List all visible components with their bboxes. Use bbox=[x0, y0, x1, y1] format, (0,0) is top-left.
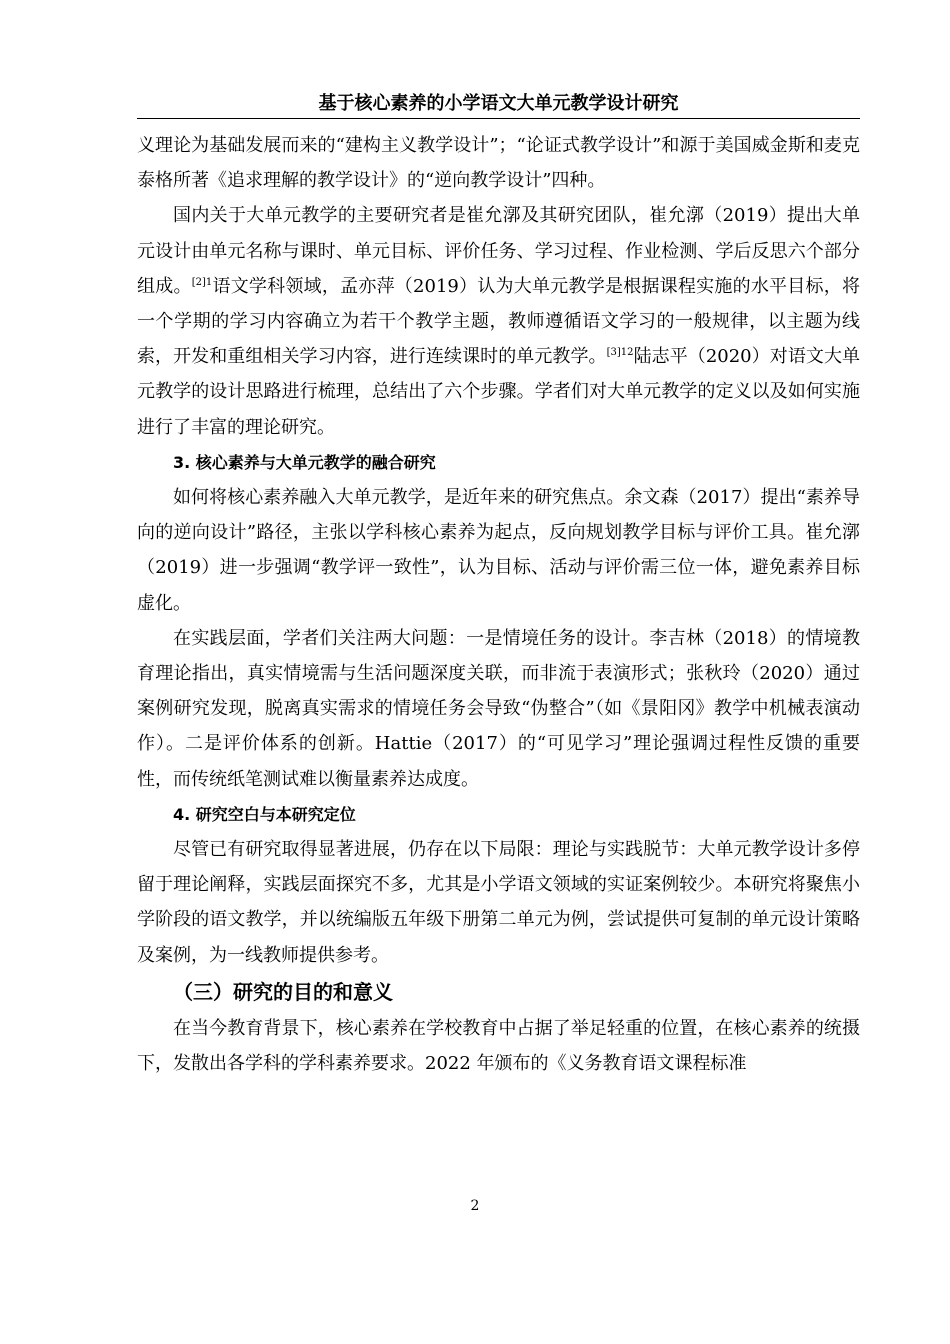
paragraph-domestic-research bbox=[137, 198, 860, 444]
paragraph: 在实践层面，学者们关注两大问题：一是情境任务的设计。李吉林（2018）的情境教育理论指出，真实情境需与生活问题深度关联，而非流于表演形式；张秋玲（2020）通过案例研究发现，脱离真实需求的情境任务会导致“伪整合”（如《景阳冈》教学中机械表演动作）。二是评价体系的创新。Hattie（2017）的“可见学习”理论强调过程性反馈的重要性，而传统纸笔测试难以衡量素养达成度。 bbox=[137, 627, 860, 790]
paragraph-continued: 义理论为基础发展而来的“建构主义教学设计”；“论证式教学设计”和源于美国威金斯和麦克泰格所著《追求理解的教学设计》的“逆向教学设计”四种。 bbox=[137, 135, 860, 192]
page-number: 2 bbox=[470, 1198, 480, 1214]
paragraph: 尽管已有研究取得显著进展，仍存在以下局限：理论与实践脱节：大单元教学设计多停留于理论阐释，实践层面探究不多，尤其是小学语文领域的实证案例较少。本研究将聚焦小学阶段的语文教学，并以统编版五年级下册第二单元为例，尝试提供可复制的单元设计策略及案例，为一线教师提供参考。 bbox=[137, 839, 860, 966]
citation-ref: [3]12 bbox=[606, 347, 634, 359]
paragraph-text: 陆志平（2020）对语文大单元教学的设计思路进行梳理，总结出了六个步骤。学者们对大单元教学的定义以及如何实施进行了丰富的理论研究。 bbox=[137, 346, 861, 438]
paragraph-text: 国内关于大单元教学的主要研究者是崔允漷及其研究团队，崔允漷（2019）提出大单元设计由单元名称与课时、单元目标、评价任务、学习过程、作业检测、学后反思六个部分组成。 bbox=[137, 205, 860, 297]
paragraph: 在当今教育背景下，核心素养在学校教育中占据了举足轻重的位置，在核心素养的统摄下，发散出各学科的学科素养要求。2022 年颁布的《义务教育语文课程标准 bbox=[137, 1017, 860, 1075]
section-heading: 4. 研究空白与本研究定位 bbox=[173, 804, 356, 824]
section-heading: 3. 核心素养与大单元教学的融合研究 bbox=[173, 452, 436, 472]
paragraph: 如何将核心素养融入大单元教学，是近年来的研究焦点。余文森（2017）提出“素养导向的逆向设计”路径，主张以学科核心素养为起点，反向规划教学目标与评价工具。崔允漷（2019）进一步强调“教学评一致性”，认为目标、活动与评价需三位一体，避免素养目标虚化。 bbox=[137, 487, 860, 614]
body-text bbox=[137, 128, 860, 1081]
citation-ref: [2]1 bbox=[191, 276, 213, 288]
chapter-heading: （三）研究的目的和意义 bbox=[173, 979, 393, 1004]
running-header: 基于核心素养的小学语文大单元教学设计研究 bbox=[137, 90, 860, 119]
paragraph-text: 语文学科领域，孟亦萍（2019）认为大单元教学是根据课程实施的水平目标，将一个学期的学习内容确立为若干个教学主题，教师遵循语文学习的一般规律，以主题为线索，开发和重组相关学习内容，进行连续课时的单元教学。 bbox=[137, 275, 860, 368]
